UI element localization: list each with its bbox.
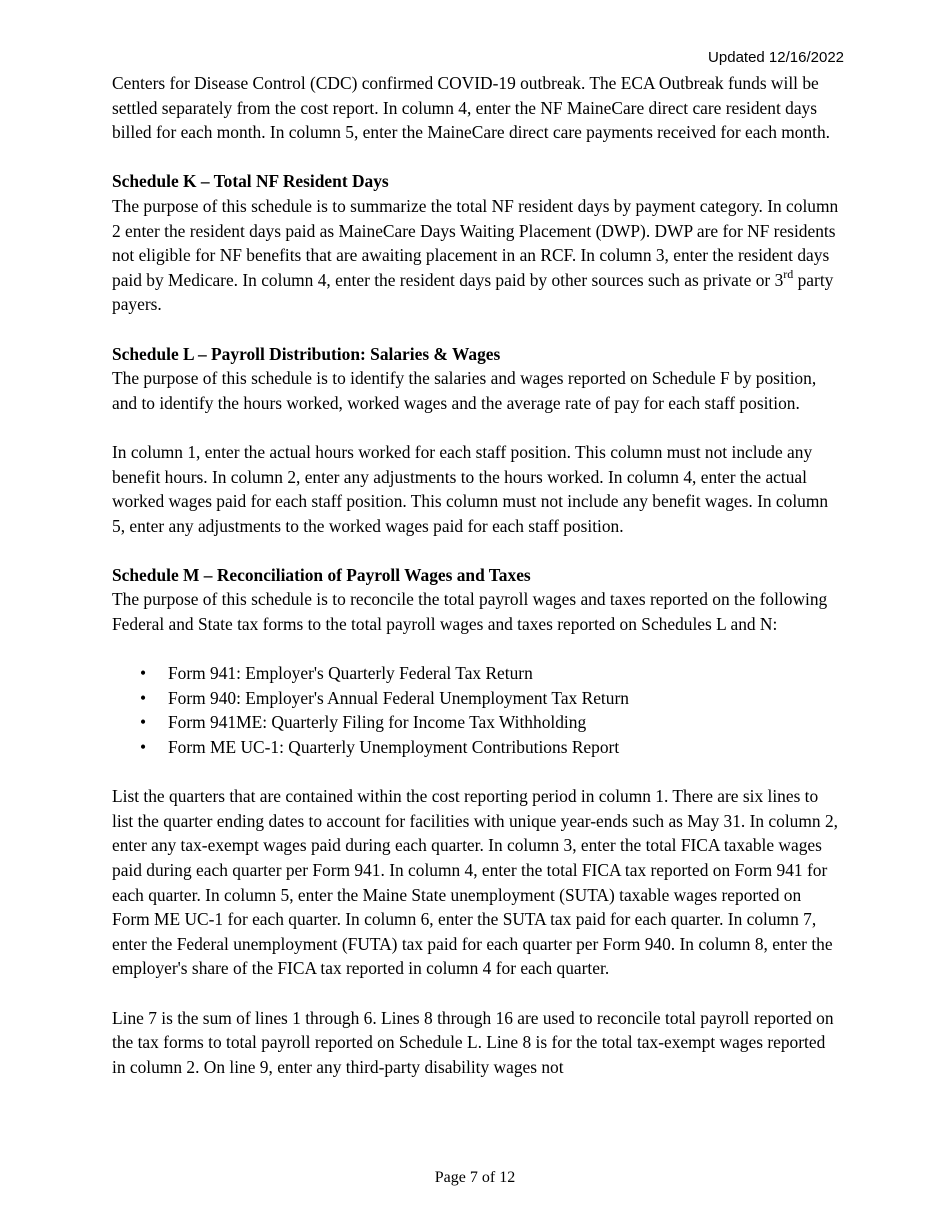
schedule-k-text-end: party payers.: [112, 269, 834, 315]
form-940: Form 940: Employer's Annual Federal Unemployment Tax Return: [168, 687, 629, 708]
form-me-uc-1: Form ME UC-1: Quarterly Unemployment Contributions Report: [168, 737, 620, 758]
page-number: Page 7 of 12: [434, 1169, 516, 1186]
list-item: [140, 686, 840, 711]
schedule-m-heading: Schedule M – Reconciliation of Payroll Wages and Taxes: [112, 564, 531, 585]
form-941: Form 941: Employer's Quarterly Federal Tax Return: [168, 663, 533, 684]
list-item: [140, 661, 840, 686]
schedule-k-text: The purpose of this schedule is to summarize the total NF resident days by payment category. In column 2 enter the resident days paid as MaineCare Days Waiting Placement (DWP). DWP are for NF residents not eligible for NF benefits that are awaiting placement in an RCF. In column 3, enter the resident days paid by Medicare. In column 4, enter the resident days paid by other sources such as private or 3: [112, 195, 839, 290]
bullet-icon: •: [140, 663, 147, 684]
bullet-icon: •: [140, 737, 147, 758]
schedule-l-paragraph-1: The purpose of this schedule is to identify the salaries and wages reported on Schedule F by position, and to identify the hours worked, worked wages and the average rate of pay for each staff position.: [112, 368, 817, 413]
schedule-m-paragraph-1: The purpose of this schedule is to reconcile the total payroll wages and taxes reported on the following Federal and State tax forms to the total payroll wages and taxes reported on Schedules L and N:: [112, 589, 828, 635]
schedule-k-heading: Schedule K – Total NF Resident Days: [112, 171, 389, 192]
ordinal-superscript: rd: [783, 266, 794, 281]
bullet-icon: •: [140, 712, 147, 733]
list-item: [140, 735, 840, 760]
document-body: [112, 71, 840, 1079]
schedule-l-paragraph-2: In column 1, enter the actual hours worked for each staff position. This column must not include any benefit hours. In column 2, enter any adjustments to the hours worked. In column 4, enter the actual worked wages paid for each staff position. This column must not include any benefit wages. In column 5, enter any adjustments to the worked wages paid for each staff position.: [112, 441, 829, 536]
form-941me: Form 941ME: Quarterly Filing for Income Tax Withholding: [168, 712, 587, 733]
schedule-m-paragraph-2: List the quarters that are contained within the cost reporting period in column 1. There are six lines to list the quarter ending dates to account for facilities with unique year-ends such as May 31. In column 2, enter any tax-exempt wages paid during each quarter. In column 3, enter the total FICA taxable wages paid during each quarter per Form 941. In column 4, enter the total FICA tax reported on Form 941 for each quarter. In column 5, enter the Maine State unemployment (SUTA) taxable wages reported on Form ME UC-1 for each quarter. In column 6, enter the SUTA tax paid for each quarter. In column 7, enter the Federal unemployment (FUTA) tax paid for each quarter per Form 940. In column 8, enter the employer's share of the FICA tax reported in column 4 for each quarter.: [112, 786, 838, 979]
schedule-m-paragraph-3: Line 7 is the sum of lines 1 through 6. Lines 8 through 16 are used to reconcile total payroll reported on the tax forms to total payroll reported on Schedule L. Line 8 is for the total tax-exempt wages reported in column 2. On line 9, enter any third-party disability wages not: [112, 1007, 834, 1077]
schedule-k-paragraph: [112, 194, 840, 317]
updated-date: Updated 12/16/2022: [708, 49, 844, 66]
tax-form-list: [112, 661, 840, 759]
schedule-l-heading: Schedule L – Payroll Distribution: Salaries & Wages: [112, 343, 501, 364]
bullet-icon: •: [140, 687, 147, 708]
list-item: [140, 710, 840, 735]
intro-paragraph: Centers for Disease Control (CDC) confirmed COVID-19 outbreak. The ECA Outbreak funds will be settled separately from the cost report. In column 4, enter the NF MaineCare direct care resident days billed for each month. In column 5, enter the MaineCare direct care payments received for each month.: [112, 73, 831, 143]
